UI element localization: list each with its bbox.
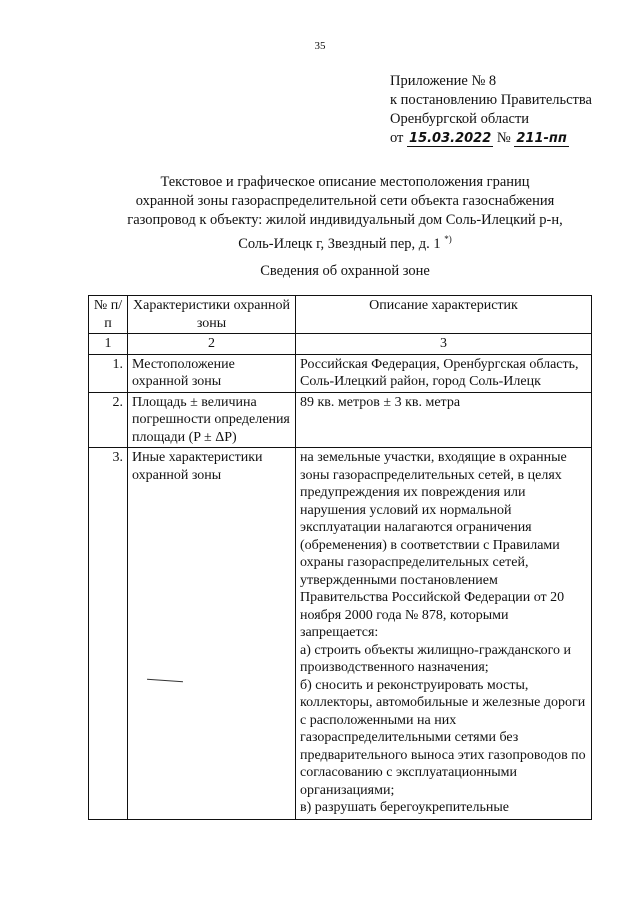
row-num: 3.: [89, 448, 128, 820]
colnum-3: 3: [296, 334, 592, 355]
section-subtitle: Сведения об охранной зоне: [260, 263, 430, 279]
desc-item-a: а) строить объекты жилищно-гражданского и производственного назначения;: [300, 642, 571, 675]
row-name: Местоположение охранной зоны: [128, 354, 296, 392]
colnum-2: 2: [128, 334, 296, 355]
title-footnote-mark: *): [444, 234, 452, 244]
colnum-1: 1: [89, 334, 128, 355]
header-characteristics: Характеристики охранной зоны: [128, 296, 296, 334]
row-name: Площадь ± величина погрешности определения площади (P ± ΔP): [128, 392, 296, 448]
handwritten-number: 211-пп: [516, 131, 567, 146]
row-name: Иные характеристики охранной зоны: [128, 448, 296, 820]
row-num: 2.: [89, 392, 128, 448]
appendix-line-1: Приложение № 8: [390, 73, 497, 89]
header-description: Описание характеристик: [296, 296, 592, 334]
header-num: № п/п: [89, 296, 128, 334]
desc-item-c: в) разрушать берегоукрепительные: [300, 800, 510, 815]
row-desc: 89 кв. метров ± 3 кв. метра: [296, 392, 592, 448]
table-row: [89, 354, 592, 392]
table-row: [89, 448, 592, 820]
desc-paragraph: на земельные участки, входящие в охранные зоны газораспределительных сетей, в целях предупреждения их повреждения или нарушения условий их нормальной эксплуатации налагаются ограничения (обременения) в соответствии с Правилами охраны газораспределительных сетей, утвержденными постановлением Правительства Российской Федерации от 20 ноября 2000 года № 878, которыми запрещается:: [300, 450, 567, 640]
title-line-1: Текстовое и графическое описание местоположения границ: [160, 174, 530, 190]
row-desc: Российская Федерация, Оренбургская область, Соль-Илецкий район, город Соль-Илецк: [296, 354, 592, 392]
title-line-4-text: Соль-Илецк г, Звездный пер, д. 1: [238, 235, 441, 252]
row-desc: [296, 448, 592, 820]
appendix-date-line: [390, 129, 630, 148]
title-line-2: охранной зоны газораспределительной сети объекта газоснабжения: [135, 193, 555, 209]
row-num: 1.: [89, 354, 128, 392]
zone-info-table: [88, 295, 592, 820]
appendix-line-2: к постановлению Правительства: [390, 92, 592, 108]
title-line-3: газопровод к объекту: жилой индивидуальный дом Соль-Илецкий р-н,: [127, 212, 563, 228]
table-colnum-row: [89, 334, 592, 355]
table-row: [89, 392, 592, 448]
handwritten-date: 15.03.2022: [409, 131, 492, 146]
page-number: 35: [314, 40, 326, 52]
desc-item-b: б) сносить и реконструировать мосты, коллекторы, автомобильные и железные дороги с расположенными на них газораспределительными сетями без предварительного выноса этих газопроводов по согласованию с эксплуатационными организациями;: [300, 677, 586, 798]
date-prefix: от: [390, 130, 404, 146]
title-line-4: [80, 230, 610, 254]
document-title: [80, 173, 610, 254]
number-prefix: №: [496, 130, 511, 146]
table-header-row: [89, 296, 592, 334]
appendix-block: [390, 72, 630, 148]
appendix-line-3: Оренбургской области: [390, 111, 530, 127]
